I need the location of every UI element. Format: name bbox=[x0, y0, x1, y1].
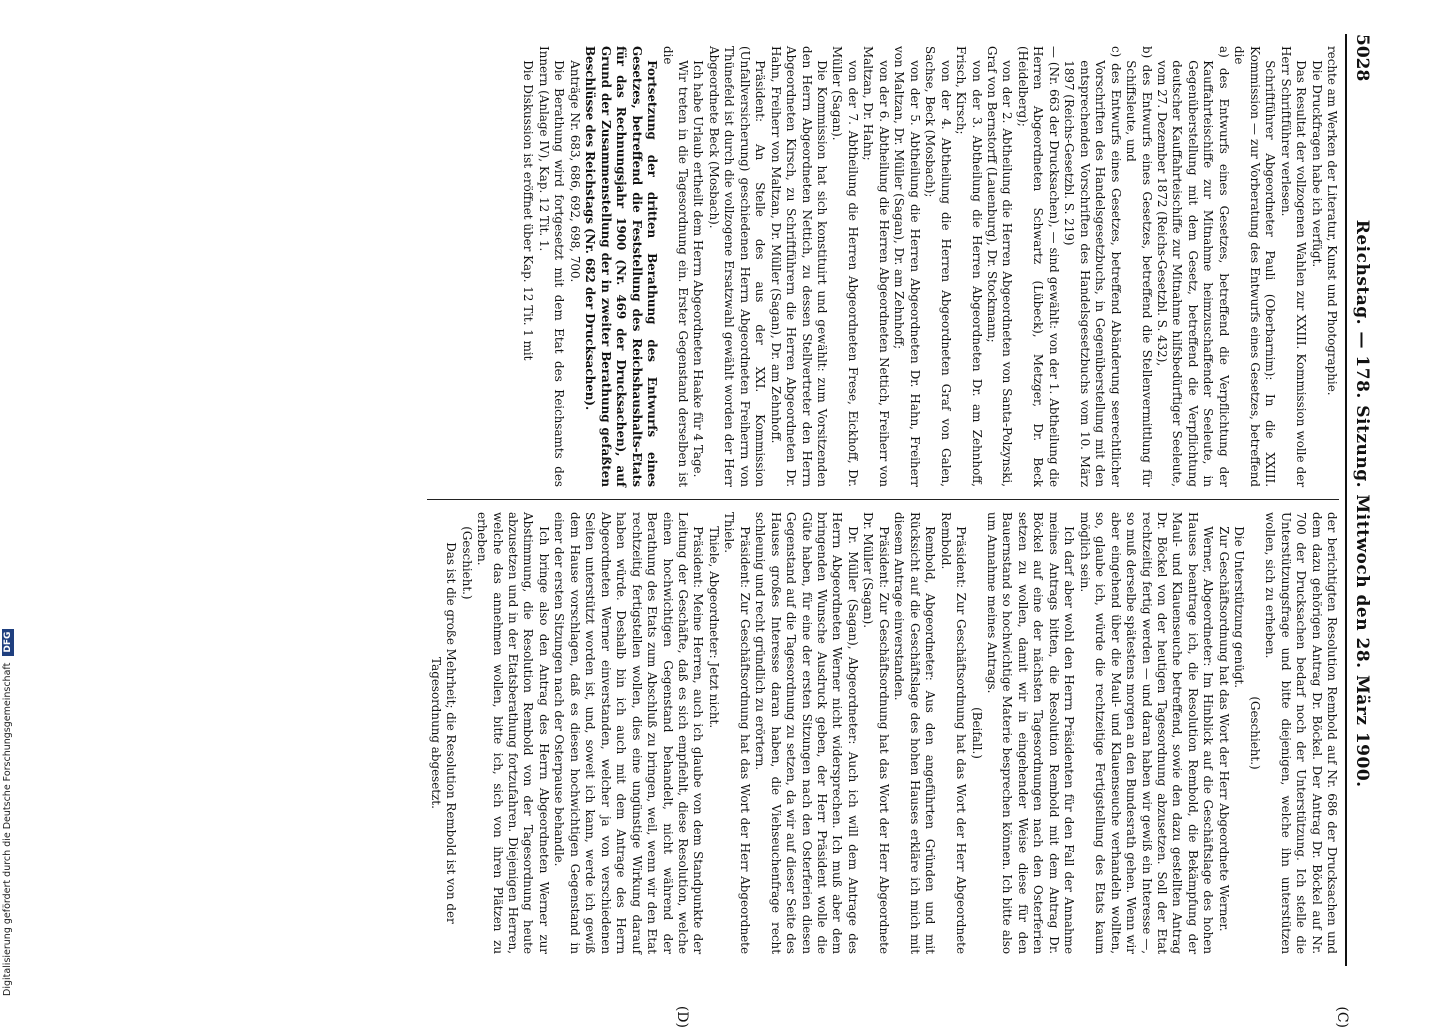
page-header bbox=[1345, 34, 1372, 966]
speech: Präsident: Meine Herren, auch ich glaube von dem Standpunkte der Leitung der Geschäfte, daß es sich empfiehlt, diese Resolution, welche einen hochwichtigen Gegenstand behandelt, nicht während der Berathung des Etats zum Abschluß zu bringen, weil, wenn wir den Etat rechtzeitig fertigstellen wollen, dies eine ungünstige Wirkung darauf haben würde. Deshalb bin ich auch mit dem Antrage des Herrn Abgeordneten Werner einverstanden, welcher ja von verschiedenen Seiten unterstützt worden ist, und, soweit ich kann, werde ich gewiß dem Hause vorschlagen, daß es diesen hochwichtigen Gegenstand in einer der ersten Sitzungen nach der Osterpause behandle. bbox=[552, 512, 706, 954]
paragraph: Das Resultat der vollzogenen Wahlen zur XXIII. Kommission wolle der Herr Schriftführer verlesen. bbox=[1278, 46, 1309, 487]
speech: Präsident: Zur Geschäftsordnung hat das Wort der Herr Abgeordnete Dr. Müller (Sagan). bbox=[861, 512, 891, 954]
agenda-item: Fortsetzung der dritten Berathung des Entwurfs eines Gesetzes, betreffend die Feststellung des Reichshaushalts-Etats für das Rechnungsjahr 1900 (Nr. 469 der Drucksachen), auf Grund der Zusammenstellung der in zweiter Berathung gefaßten Beschlüsse des Reichstags (Nr. 682 der Drucksachen). bbox=[583, 46, 660, 487]
paragraph: Schriftführer Abgeordneter Pauli (Oberbarnim): In die XXIII. Kommission — zur Vorberatung des Entwurfs eines Gesetzes, betreffend die bbox=[1232, 46, 1278, 487]
speech: Rembold, Abgeordneter: Aus den angeführten Gründen und mit Rücksicht auf die Geschäftslage des hohen Hauses erkläre ich mich mit diesem Antrage einverstanden. bbox=[892, 512, 938, 954]
text-columns bbox=[427, 34, 1339, 966]
footer-text: Digitalisierung gefördert durch die Deutsche Forschungsgemeinschaft bbox=[2, 662, 13, 996]
footer-credit bbox=[2, 6, 20, 996]
paragraph: Wir treten in die Tagesordnung ein. Erster Gegenstand derselben ist die bbox=[660, 46, 690, 487]
paragraph: Ich habe Urlaub ertheilt dem Herrn Abgeordneten Haake für 4 Tage. bbox=[691, 60, 706, 478]
margin-mark-d: (D) bbox=[674, 1005, 690, 1028]
speech: Werner, Abgeordneter: Im Hinblick auf die Geschäftslage des hohen Hauses beantrage ich, die Resolution Rembold, die Bekämpfung der Maul- und Klauenseuche betreffend, sowie den dazu gestellten Antrag Dr. Böckel von der heutigen Tagesordnung abzusetzen. Soll der Etat rechtzeitig fertig werden — und daran haben wir gewiß ein Interesse —, so muß derselbe spätestens morgen an den Bundesrath gehen. Wenn wir aber eingehend über die Maul- und Klauenseuche verhandeln wollten, so, glaube ich, würde die rechtzeitige Fertigstellung des Etats kaum möglich sein. bbox=[1077, 512, 1216, 954]
right-column bbox=[427, 500, 1339, 966]
speech: (Geschieht.) bbox=[459, 526, 474, 600]
paragraph: — (Nr. 663 der Drucksachen), — sind gewählt: von der 1. Abtheilung die Herren Abgeordneten Schwartz (Lübeck), Metzger, Dr. Beck (Heidelberg); bbox=[1015, 46, 1061, 487]
page-number: 5028 bbox=[1352, 34, 1372, 82]
rotated-document-page bbox=[30, 0, 1390, 1028]
paragraph: Die Unterstützung genügt. bbox=[1232, 526, 1247, 689]
paragraph: von der 5. Abtheilung die Herren Abgeordneten Dr. Hahn, Freiherr von Maltzan, Dr. Müller (Sagan), Dr. am Zehnhoff; bbox=[892, 46, 922, 487]
margin-mark-c: (C) bbox=[1334, 1006, 1350, 1028]
paragraph: Zur Geschäftsordnung hat das Wort der Herr Abgeordnete Werner. bbox=[1216, 526, 1231, 932]
paragraph: Die Druckfragen habe ich verfügt. bbox=[1309, 60, 1324, 268]
paragraph: Die Diskussion ist eröffnet über Kap. 12 Tit. 1 mit bbox=[521, 60, 536, 361]
paragraph: der berichtigten Resolution Rembold auf Nr. 686 der Drucksachen und dem dazu gehörigen Antrag Dr. Böckel. Der Antrag Dr. Böckel auf Nr. 700 der Drucksachen bedarf noch der Unterstützung. Ich stelle die Unterstützungsfrage und bitte diejenigen, welche ihn unterstützen wollen, sich zu erheben. bbox=[1263, 512, 1339, 954]
paragraph: Präsident: An Stelle des aus der XXI. Kommission (Unfallversicherung) geschiedenen Herrn Abgeordneten Freiherrn von Thünefeld ist durch die vollzogene Ersatzwahl gewählt worden der Herr Abgeordnete Beck (Mosbach). bbox=[706, 46, 768, 487]
interjection: (Geschieht.) bbox=[1247, 696, 1262, 770]
speech: Thiele, Abgeordneter: Jetzt nicht. bbox=[706, 526, 721, 729]
paragraph: von der 2. Abtheilung die Herren Abgeordneten von Santa-Polzynski, Graf von Bernstorff (Lauenburg), Dr. Stockmann; bbox=[985, 46, 1015, 487]
paragraph: Anträge Nr. 683, 686, 692, 698, 700. bbox=[567, 60, 582, 283]
paragraph: von der 6. Abtheilung die Herren Abgeordneten Nettich, Freiherr von Maltzan, Dr. Hahn; bbox=[861, 46, 891, 487]
left-column bbox=[427, 34, 1339, 500]
paragraph: rechte am Werken der Literatur, Kunst und Photographie. bbox=[1325, 46, 1339, 396]
paragraph: von der 4. Abtheilung die Herren Abgeordneten Graf von Galen, Sachse, Beck (Mosbach); bbox=[923, 46, 953, 487]
list-item: b) des Entwurfs eines Gesetzes, betreffend die Stellenvermittlung für Schiffsleute, und bbox=[1124, 46, 1154, 487]
dfg-logo: DFG bbox=[2, 629, 14, 656]
interjection: Das ist die große Mehrheit; die Resolution Rembold ist von der Tagesordnung abgesetzt. bbox=[428, 542, 459, 924]
list-item: c) des Entwurfs eines Gesetzes, betreffend Abänderung seerechtlicher Vorschriften des Handelsgesetzbuchs, in Gegenüberstellung mit den entsprechenden Vorschriften des Handelsgesetzbuchs vom 10. März 1897 (Reichs-Gesetzbl. S. 219) bbox=[1062, 46, 1123, 487]
list-item: a) des Entwurfs eines Gesetzes, betreffend die Verpflichtung der Kauffahrteischiffe zur Mitnahme heimzuschaffender Seeleute, in Gegenüberstellung mit dem Gesetz, betreffend die Verpflichtung deutscher Kauffahrteischiffe zur Mitnahme hilfsbedürftiger Seeleute, vom 27. Dezember 1872 (Reichs-Gesetzbl. S. 432), bbox=[1155, 46, 1231, 487]
speech: Dr. Müller (Sagan), Abgeordneter: Auch ich will dem Antrage des Herrn Abgeordneten Werner nicht widersprechen. Ich muß aber dem bringenden Wunsche Ausdruck geben, der Herr Präsident wolle die Güte haben, für eine der ersten Sitzungen nach den Osterferien diesen Gegenstand auf die Tagesordnung zu setzen, da wir auf dieser Seite des Hauses großes Interesse daran haben, die Viehseuchenfrage recht schleunig und recht gründlich zu erörtern. bbox=[753, 512, 860, 954]
speech: Präsident: Zur Geschäftsordnung hat das Wort der Herr Abgeordnete Rembold. bbox=[938, 512, 969, 954]
interjection: (Beifall.) bbox=[969, 707, 984, 759]
speech: Ich darf aber wohl den Herrn Präsidenten für den Fall der Annahme meines Antrags bitten, die Resolution Rembold mit dem Antrag Dr. Böckel auf eine der nächsten Tagesordnungen nach den Osterferien setzen zu wollen, damit wir in eingehender Weise diese für den Bauernstand so hochwichtige Materie besprechen können. Ich bitte also um Annahme meines Antrags. bbox=[985, 512, 1077, 954]
paragraph: von der 7. Abtheilung die Herren Abgeordneten Frese, Eickhoff, Dr. Müller (Sagan). bbox=[830, 46, 860, 487]
paragraph: Die Kommission hat sich konstituirt und gewählt: zum Vorsitzenden den Herrn Abgeordneten Nettich, zu dessen Stellvertreter den Herrn Abgeordneten Kirsch, zu Schriftführern die Herren Abgeordneten Dr. Hahn, Freiherr von Maltzan, Dr. Müller (Sagan), Dr. am Zehnhoff. bbox=[768, 46, 830, 487]
speech: Ich bringe also den Antrag des Herrn Abgeordneten Werner zur Abstimmung, die Resolution Rembold von der Tagesordnung heute abzusetzen und in der Etatsberathung fortzufahren. Diejenigen Herren, welche das annehmen wollen, bitte ich, sich von ihren Plätzen zu erheben. bbox=[475, 512, 551, 954]
page-title: Reichstag. — 178. Sitzung. Mittwoch den 28. März 1900. bbox=[1352, 219, 1372, 788]
paragraph: von der 3. Abtheilung die Herren Abgeordneten Dr. am Zehnhoff, Frisch, Kirsch; bbox=[954, 46, 984, 487]
speech: Präsident: Zur Geschäftsordnung hat das Wort der Herr Abgeordnete Thiele. bbox=[722, 512, 752, 954]
paragraph: Die Berathung wird fortgesetzt mit dem Etat des Reichsamts des Innern (Anlage IV), Kap. 12 Tit. 1. bbox=[536, 46, 567, 487]
